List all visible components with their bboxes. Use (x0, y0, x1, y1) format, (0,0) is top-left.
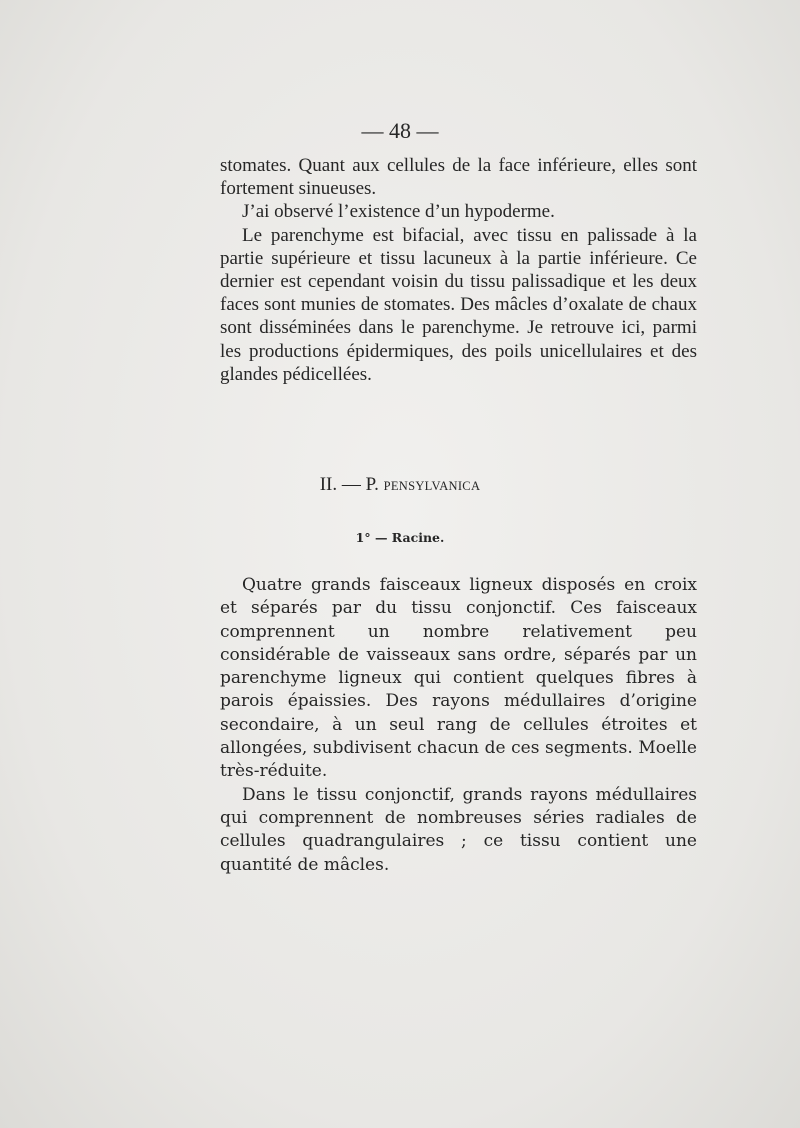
section-title-species: PENSYLVANICA (383, 479, 481, 493)
section-title-prefix: II. — P. (319, 474, 379, 495)
page-number: — 48 — (361, 118, 439, 143)
paragraph: stomates. Quant aux cellules de la face inférieure, elles sont fortement sinueuses. (220, 155, 697, 200)
section-subtitle: 1° — Racine. (355, 530, 445, 545)
paragraph: J’ai observé l’existence d’un hypoderme. (242, 201, 555, 223)
paragraph: Dans le tissu conjonctif, grands rayons médullaires qui comprennent de nombreuses séries radiales de cellules quadrangulaires ; ce tissu contient une quantité de mâcles. (220, 784, 697, 875)
section-2-text (220, 574, 697, 877)
paragraph: Quatre grands faisceaux ligneux disposés en croix et séparés par du tissu conjonctif. Ces faisceaux comprennent un nombre relativement peu considérable de vaisseaux sans ordre, séparés par un parenchyme ligneux qui contient quelques fibres à parois épaissies. Des rayons médullaires d’origine secondaire, à un seul rang de cellules étroites et allongées, subdivisent chacun de ces segments. Moelle très-réduite. (220, 575, 697, 782)
paragraph: Le parenchyme est bifacial, avec tissu en palissade à la partie supérieure et tissu lacuneux à la partie inférieure. Ce dernier est cependant voisin du tissu palissadique et les deux faces sont munies de stomates. Des mâcles d’oxalate de chaux sont disséminées dans le parenchyme. Je retrouve ici, parmi les productions épidermiques, des poils unicellulaires et des glandes pédicellées. (220, 224, 697, 385)
section-title (0, 474, 800, 496)
section-1-text (220, 154, 697, 386)
